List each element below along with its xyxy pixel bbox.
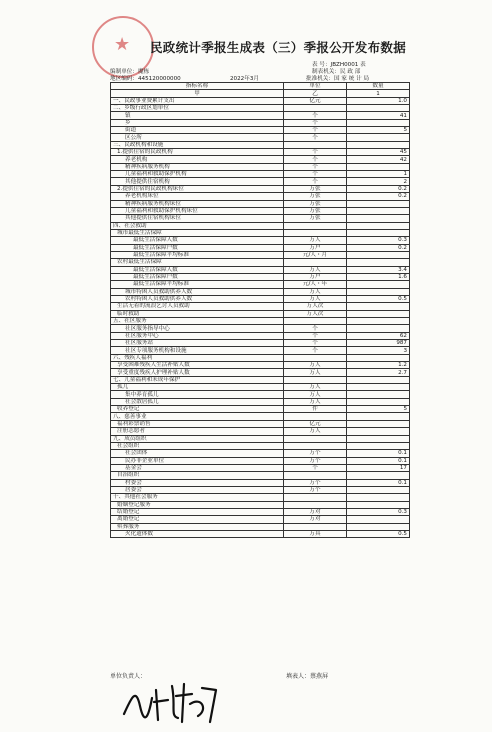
indicator-value	[347, 354, 410, 361]
table-row	[111, 486, 410, 493]
indicator-value	[347, 435, 410, 442]
indicator-unit: 个	[284, 134, 347, 141]
indicator-value	[347, 288, 410, 295]
indicator-value	[347, 200, 410, 207]
table-row	[111, 105, 410, 112]
indicator-unit	[284, 435, 347, 442]
indicator-unit	[284, 523, 347, 530]
indicator-unit	[284, 222, 347, 229]
report-period: 2022年3月	[230, 76, 259, 82]
indicator-value	[347, 413, 410, 420]
seal-star-icon: ★	[114, 34, 131, 55]
indicator-name: 乡	[111, 119, 284, 126]
indicator-unit	[284, 354, 347, 361]
indicator-name: 最低生活保障人数	[111, 266, 284, 273]
table-row	[111, 266, 410, 273]
indicator-unit: 元/人・月	[284, 251, 347, 258]
table-row	[111, 332, 410, 339]
indicator-name: 二、乡级行政区划单位	[111, 105, 284, 112]
indicator-value: 2	[347, 178, 410, 185]
table-row	[111, 119, 410, 126]
indicator-value	[347, 472, 410, 479]
indicator-name: 五、社区服务	[111, 318, 284, 325]
indicator-value	[347, 310, 410, 317]
indicator-unit	[284, 472, 347, 479]
indicator-name: 七、儿童福利和未成年保护	[111, 376, 284, 383]
indicator-name: 十、其他社会服务	[111, 494, 284, 501]
indicator-value	[347, 516, 410, 523]
indicator-name: 婚姻登记服务	[111, 501, 284, 508]
indicator-value	[347, 428, 410, 435]
indicator-value	[347, 391, 410, 398]
table-row	[111, 384, 410, 391]
indicator-value: 0.2	[347, 185, 410, 192]
table-row	[111, 237, 410, 244]
indicator-value	[347, 119, 410, 126]
table-row	[111, 134, 410, 141]
subheader-unit: 乙	[284, 90, 347, 97]
indicator-value: 1	[347, 171, 410, 178]
indicator-unit: 万张	[284, 207, 347, 214]
indicator-unit	[284, 141, 347, 148]
indicator-name: 最低生活保障平均标准	[111, 251, 284, 258]
indicator-name: 一、民政事业费累计支出	[111, 97, 284, 104]
indicator-unit: 个	[284, 149, 347, 156]
table-row	[111, 479, 410, 486]
indicator-value	[347, 501, 410, 508]
table-row	[111, 420, 410, 427]
indicator-value: 0.3	[347, 508, 410, 515]
indicator-name: 社区服务指导中心	[111, 325, 284, 332]
indicator-value: 0.2	[347, 193, 410, 200]
table-subheader-row	[111, 90, 410, 97]
table-row	[111, 325, 410, 332]
indicator-value: 41	[347, 112, 410, 119]
indicator-unit: 万人	[284, 266, 347, 273]
indicator-unit: 万对	[284, 508, 347, 515]
indicator-unit: 万户	[284, 244, 347, 251]
indicator-unit: 万张	[284, 215, 347, 222]
indicator-value	[347, 442, 410, 449]
handwritten-signature	[118, 676, 228, 726]
indicator-value	[347, 281, 410, 288]
indicator-name: 社会团体	[111, 450, 284, 457]
table-header-row	[111, 83, 410, 90]
table-row	[111, 163, 410, 170]
indicator-unit: 个	[284, 112, 347, 119]
indicator-unit: 万张	[284, 200, 347, 207]
indicator-value	[347, 398, 410, 405]
indicator-unit: 万个	[284, 450, 347, 457]
table-row	[111, 369, 410, 376]
table-row	[111, 398, 410, 405]
indicator-name: 精神疾病服务机构	[111, 163, 284, 170]
indicator-value	[347, 207, 410, 214]
table-row	[111, 141, 410, 148]
indicator-name: 社区服务站	[111, 340, 284, 347]
indicator-unit: 个	[284, 156, 347, 163]
indicator-unit	[284, 442, 347, 449]
indicator-value: 0.1	[347, 450, 410, 457]
indicator-value: 0.5	[347, 530, 410, 537]
indicator-name: 最低生活保障人数	[111, 237, 284, 244]
indicator-name: 城市最低生活保障	[111, 229, 284, 236]
indicator-unit	[284, 413, 347, 420]
indicator-unit: 个	[284, 325, 347, 332]
indicator-unit: 万人	[284, 428, 347, 435]
indicator-name: 收养登记	[111, 406, 284, 413]
table-row	[111, 215, 410, 222]
table-row	[111, 273, 410, 280]
table-row	[111, 435, 410, 442]
responsible-person: 单位负责人：	[110, 673, 147, 680]
indicator-unit	[284, 105, 347, 112]
indicator-name: 1.提供住宿的民政机构	[111, 149, 284, 156]
indicator-unit: 亿元	[284, 97, 347, 104]
indicator-unit: 个	[284, 178, 347, 185]
table-row	[111, 450, 410, 457]
indicator-value	[347, 134, 410, 141]
indicator-name: 八、慈善事业	[111, 413, 284, 420]
indicator-name: 社会散居孤儿	[111, 398, 284, 405]
indicator-name: 其他提供住宿机构	[111, 178, 284, 185]
subheader-name: 甲	[111, 90, 284, 97]
indicator-unit: 个	[284, 347, 347, 354]
indicator-name: 农村特困人员救助供养人数	[111, 295, 284, 302]
indicator-name: 儿童福利和救助保护机构床位	[111, 207, 284, 214]
table-row	[111, 523, 410, 530]
indicator-name: 社区服务中心	[111, 332, 284, 339]
indicator-unit: 个	[284, 464, 347, 471]
table-row	[111, 318, 410, 325]
indicator-name: 四、社会救助	[111, 222, 284, 229]
indicator-value	[347, 325, 410, 332]
table-row	[111, 200, 410, 207]
statistics-table	[110, 82, 410, 538]
indicator-unit: 件	[284, 406, 347, 413]
indicator-unit: 万人	[284, 237, 347, 244]
page-title: 民政统计季报生成表（三）季报公开发布数据	[150, 40, 407, 55]
indicator-value: 3	[347, 347, 410, 354]
compiling-unit-label: 编制单位：	[110, 69, 138, 75]
indicator-name: 基金会	[111, 464, 284, 471]
table-row	[111, 413, 410, 420]
indicator-unit: 个	[284, 171, 347, 178]
indicator-unit: 万人次	[284, 310, 347, 317]
indicator-name: 离婚登记	[111, 516, 284, 523]
indicator-unit	[284, 318, 347, 325]
indicator-name: 其他提供住宿机构床位	[111, 215, 284, 222]
indicator-unit: 万户	[284, 273, 347, 280]
indicator-name: 区公所	[111, 134, 284, 141]
indicator-value: 1.2	[347, 362, 410, 369]
table-row	[111, 171, 410, 178]
issuing-authority: 制表机关：民 政 部	[312, 69, 361, 75]
indicator-unit: 万人	[284, 295, 347, 302]
approving-authority: 批准机关：国 家 统 计 局	[306, 76, 370, 82]
table-row	[111, 259, 410, 266]
indicator-value	[347, 494, 410, 501]
indicator-name: 享受困难残疾人生活补贴人数	[111, 362, 284, 369]
indicator-value: 45	[347, 149, 410, 156]
indicator-name: 2.提供住宿的民政机构床位	[111, 185, 284, 192]
indicator-value: 0.5	[347, 295, 410, 302]
indicator-name: 结婚登记	[111, 508, 284, 515]
indicator-unit: 万个	[284, 457, 347, 464]
indicator-name: 最低生活保障户数	[111, 244, 284, 251]
table-row	[111, 149, 410, 156]
indicator-value: 42	[347, 156, 410, 163]
indicator-unit	[284, 494, 347, 501]
indicator-name: 最低生活保障户数	[111, 273, 284, 280]
indicator-value: 2.7	[347, 369, 410, 376]
indicator-unit: 个	[284, 332, 347, 339]
table-row	[111, 97, 410, 104]
indicator-unit: 万对	[284, 516, 347, 523]
indicator-value: 5	[347, 127, 410, 134]
indicator-name: 福利彩票销售	[111, 420, 284, 427]
subheader-value: 1	[347, 90, 410, 97]
indicator-unit: 亿元	[284, 420, 347, 427]
indicator-unit	[284, 501, 347, 508]
indicator-unit: 个	[284, 163, 347, 170]
table-row	[111, 362, 410, 369]
indicator-value	[347, 486, 410, 493]
indicator-unit	[284, 229, 347, 236]
indicator-value: 0.3	[347, 237, 410, 244]
indicator-unit: 元/人・年	[284, 281, 347, 288]
indicator-unit: 个	[284, 127, 347, 134]
indicator-value	[347, 523, 410, 530]
indicator-unit: 万张	[284, 185, 347, 192]
preparer-value: 蔡燕屏	[310, 673, 329, 680]
indicator-name: 自治组织	[111, 472, 284, 479]
header-name: 指标名称	[111, 83, 284, 90]
table-row	[111, 464, 410, 471]
indicator-value	[347, 259, 410, 266]
indicator-value	[347, 420, 410, 427]
preparer-label: 填表人：	[286, 673, 311, 680]
table-row	[111, 406, 410, 413]
indicator-value	[347, 105, 410, 112]
indicator-value: 62	[347, 332, 410, 339]
indicator-value: 3.4	[347, 266, 410, 273]
indicator-unit	[284, 376, 347, 383]
indicator-unit: 万人	[284, 384, 347, 391]
table-row	[111, 112, 410, 119]
table-row	[111, 391, 410, 398]
indicator-name: 享受重度残疾人护理补贴人数	[111, 369, 284, 376]
indicator-unit: 万人	[284, 391, 347, 398]
region-code	[110, 74, 181, 82]
table-row	[111, 428, 410, 435]
indicator-name: 城市特困人员救助供养人数	[111, 288, 284, 295]
table-row	[111, 185, 410, 192]
table-row	[111, 127, 410, 134]
table-row	[111, 156, 410, 163]
table-row	[111, 472, 410, 479]
indicator-unit: 万个	[284, 479, 347, 486]
indicator-value: 5	[347, 406, 410, 413]
indicator-name: 精神疾病服务机构床位	[111, 200, 284, 207]
indicator-unit	[284, 259, 347, 266]
table-row	[111, 178, 410, 185]
indicator-name: 殡葬服务	[111, 523, 284, 530]
indicator-name: 三、民政机构和设施	[111, 141, 284, 148]
table-row	[111, 508, 410, 515]
indicator-value	[347, 251, 410, 258]
indicator-name: 村委会	[111, 479, 284, 486]
indicator-name: 养老机构床位	[111, 193, 284, 200]
table-row	[111, 354, 410, 361]
indicator-name: 社区专项服务机构和设施	[111, 347, 284, 354]
table-row	[111, 222, 410, 229]
indicator-value: 0.1	[347, 457, 410, 464]
indicator-name: 居委会	[111, 486, 284, 493]
table-row	[111, 229, 410, 236]
table-row	[111, 494, 410, 501]
indicator-unit: 万人次	[284, 303, 347, 310]
indicator-value	[347, 229, 410, 236]
table-row	[111, 347, 410, 354]
header-unit: 单位	[284, 83, 347, 90]
indicator-unit: 万具	[284, 530, 347, 537]
table-row	[111, 295, 410, 302]
indicator-value	[347, 215, 410, 222]
preparer	[286, 671, 328, 680]
indicator-value: 0.1	[347, 479, 410, 486]
table-row	[111, 442, 410, 449]
indicator-unit: 个	[284, 340, 347, 347]
indicator-value	[347, 141, 410, 148]
table-row	[111, 207, 410, 214]
indicator-unit: 万张	[284, 193, 347, 200]
indicator-value: 1.6	[347, 273, 410, 280]
table-row	[111, 288, 410, 295]
table-row	[111, 501, 410, 508]
table-row	[111, 251, 410, 258]
indicator-name: 火化遗体数	[111, 530, 284, 537]
indicator-name: 注册志愿者	[111, 428, 284, 435]
region-code-label: 地区编码：	[110, 76, 138, 82]
indicator-name: 九、成员组织	[111, 435, 284, 442]
indicator-value	[347, 222, 410, 229]
indicator-name: 生活无着的流浪乞讨人员救助	[111, 303, 284, 310]
indicator-name: 社会组织	[111, 442, 284, 449]
table-row	[111, 530, 410, 537]
compiling-unit-value: 魔栋	[137, 69, 150, 75]
indicator-name: 最低生活保障平均标准	[111, 281, 284, 288]
indicator-value: 17	[347, 464, 410, 471]
indicator-value	[347, 376, 410, 383]
indicator-unit: 万个	[284, 486, 347, 493]
region-code-value: 445120000000	[137, 76, 181, 82]
indicator-name: 民办非企业单位	[111, 457, 284, 464]
indicator-unit: 万人	[284, 362, 347, 369]
indicator-value: 987	[347, 340, 410, 347]
form-number: 表 号：JBZH0001 表	[312, 62, 366, 68]
indicator-value	[347, 318, 410, 325]
indicator-name: 街道	[111, 127, 284, 134]
indicator-name: 农村最低生活保障	[111, 259, 284, 266]
indicator-name: 镇	[111, 112, 284, 119]
table-row	[111, 457, 410, 464]
table-row	[111, 244, 410, 251]
indicator-unit: 万人	[284, 369, 347, 376]
table-row	[111, 376, 410, 383]
indicator-value	[347, 163, 410, 170]
table-row	[111, 303, 410, 310]
indicator-value	[347, 303, 410, 310]
indicator-value	[347, 384, 410, 391]
indicator-unit: 个	[284, 119, 347, 126]
header-value: 数量	[347, 83, 410, 90]
indicator-value: 1.0	[347, 97, 410, 104]
indicator-unit: 万人	[284, 288, 347, 295]
indicator-unit: 万人	[284, 398, 347, 405]
table-row	[111, 340, 410, 347]
indicator-name: 集中养育孤儿	[111, 391, 284, 398]
indicator-name: 六、残疾人福利	[111, 354, 284, 361]
indicator-name: 儿童福利和救助保护机构	[111, 171, 284, 178]
indicator-name: 养老机构	[111, 156, 284, 163]
table-row	[111, 281, 410, 288]
indicator-name: 孤儿	[111, 384, 284, 391]
indicator-value: 0.2	[347, 244, 410, 251]
table-row	[111, 193, 410, 200]
indicator-name: 临时救助	[111, 310, 284, 317]
table-row	[111, 310, 410, 317]
table-row	[111, 516, 410, 523]
